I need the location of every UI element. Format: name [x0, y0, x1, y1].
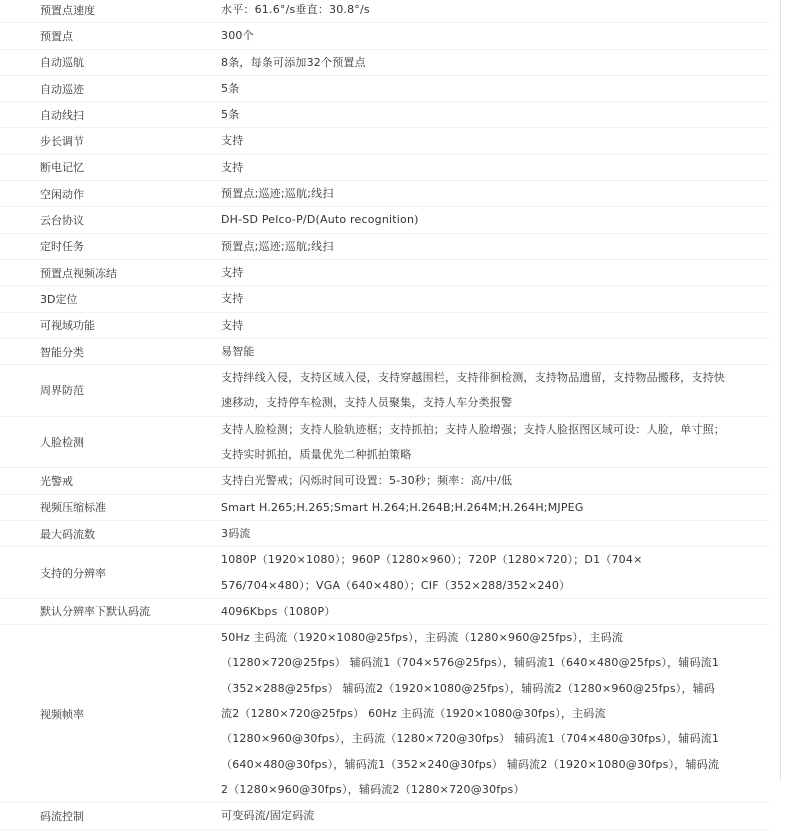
spec-value [221, 338, 770, 364]
spec-value-text: 300个 [221, 29, 254, 43]
spec-value-text: 5条 [221, 81, 240, 95]
spec-label: 周界防范 [0, 365, 221, 417]
spec-value [221, 286, 770, 312]
spec-label: 自动巡航 [0, 49, 221, 75]
spec-row [0, 494, 770, 520]
spec-value [221, 102, 770, 128]
spec-value-text: 5条 [221, 108, 240, 122]
spec-row [0, 49, 770, 75]
spec-label: 人脸检测 [0, 416, 221, 468]
spec-value [221, 494, 770, 520]
spec-label: 自动巡迹 [0, 75, 221, 101]
spec-value-text: 支持 [221, 318, 244, 332]
spec-row [0, 338, 770, 364]
spec-row [0, 803, 770, 829]
spec-label: 视频压缩标准 [0, 494, 221, 520]
spec-value [221, 0, 770, 23]
spec-value-text: 50Hz 主码流（1920×1080@25fps），主码流（1280×960@25fps），主码流（1280×720@25fps） 辅码流1（704×576@25fps），辅码流1（640×480@25fps），辅码流1（352×288@25fps） 辅码流2（1920×1080@25fps），辅码流2（1280×960@25fps），辅码流2（1280×720@25fps） 60Hz 主码流（1920×1080@30fps），主码流（1280×960@30fps），主码流（1280×720@30fps） 辅码流1（704×480@30fps），辅码流1（640×480@30fps），辅码流1（352×240@30fps） 辅码流2（1920×1080@30fps），辅码流2（1280×960@30fps），辅码流2（1280×720@30fps） [221, 631, 720, 796]
spec-value-text: DH-SD Pelco-P/D(Auto recognition) [221, 213, 419, 227]
spec-value [221, 207, 770, 233]
spec-row [0, 233, 770, 259]
spec-label: 视频帧率 [0, 625, 221, 803]
spec-label: 步长调节 [0, 128, 221, 154]
spec-value-text: 支持白光警戒；闪烁时间可设置：5-30秒；频率：高/中/低 [221, 474, 513, 488]
spec-row [0, 312, 770, 338]
spec-value-text: 1080P（1920×1080）；960P（1280×960）；720P（1280×720）；D1（704× 576/704×480）；VGA（640×480）；CIF（352×288/352×240） [221, 553, 643, 592]
spec-label: 光警戒 [0, 468, 221, 494]
spec-label: 自动线扫 [0, 102, 221, 128]
spec-row [0, 23, 770, 49]
spec-row [0, 625, 770, 803]
spec-label: 3D定位 [0, 286, 221, 312]
spec-value [221, 49, 770, 75]
spec-value-text: 支持 [221, 134, 244, 148]
spec-value [221, 128, 770, 154]
spec-value [221, 365, 770, 417]
spec-value-text: 4096Kbps（1080P） [221, 604, 336, 618]
spec-label: 可视域功能 [0, 312, 221, 338]
spec-value [221, 416, 770, 468]
spec-row [0, 547, 770, 599]
spec-value-text: 支持 [221, 292, 244, 306]
spec-row [0, 286, 770, 312]
spec-value [221, 154, 770, 180]
spec-row [0, 468, 770, 494]
spec-label: 云台协议 [0, 207, 221, 233]
spec-label: 预置点 [0, 23, 221, 49]
spec-value-text: 3码流 [221, 526, 251, 540]
spec-value [221, 803, 770, 829]
spec-value [221, 547, 770, 599]
spec-value [221, 598, 770, 624]
spec-label: 定时任务 [0, 233, 221, 259]
spec-label: 默认分辨率下默认码流 [0, 598, 221, 624]
spec-row [0, 102, 770, 128]
spec-row [0, 259, 770, 285]
spec-value [221, 75, 770, 101]
spec-row [0, 154, 770, 180]
spec-value-text: 可变码流/固定码流 [221, 809, 315, 823]
spec-label: 预置点视频冻结 [0, 259, 221, 285]
spec-value [221, 312, 770, 338]
spec-value-text: 8条，每条可添加32个预置点 [221, 55, 366, 69]
spec-label: 支持的分辨率 [0, 547, 221, 599]
spec-label: 空闲动作 [0, 181, 221, 207]
spec-label: 智能分类 [0, 338, 221, 364]
spec-value [221, 468, 770, 494]
spec-value [221, 181, 770, 207]
spec-row [0, 520, 770, 546]
spec-row [0, 75, 770, 101]
spec-label: 预置点速度 [0, 0, 221, 23]
spec-value-text: 支持绊线入侵，支持区域入侵，支持穿越围栏，支持徘徊检测，支持物品遗留，支持物品搬移，支持快速移动，支持停车检测，支持人员聚集，支持人车分类报警 [221, 371, 725, 410]
spec-value-text: 支持 [221, 265, 244, 279]
spec-row [0, 128, 770, 154]
spec-row [0, 207, 770, 233]
spec-value-text: 支持 [221, 160, 244, 174]
spec-row [0, 365, 770, 417]
spec-label: 断电记忆 [0, 154, 221, 180]
spec-row [0, 598, 770, 624]
spec-value [221, 259, 770, 285]
spec-value [221, 520, 770, 546]
spec-value-text: 预置点;巡迹;巡航;线扫 [221, 239, 334, 253]
spec-label: 码流控制 [0, 803, 221, 829]
spec-row [0, 416, 770, 468]
spec-value-text: 预置点;巡迹;巡航;线扫 [221, 187, 334, 201]
spec-row [0, 0, 770, 23]
spec-value [221, 23, 770, 49]
spec-value [221, 233, 770, 259]
spec-row [0, 181, 770, 207]
spec-value-text: 支持人脸检测；支持人脸轨迹框；支持抓拍；支持人脸增强；支持人脸抠图区域可设：人脸，单寸照；支持实时抓拍，质量优先二种抓拍策略 [221, 422, 725, 462]
spec-value [221, 625, 770, 803]
spec-value-text: Smart H.265;H.265;Smart H.264;H.264B;H.264M;H.264H;MJPEG [221, 500, 584, 514]
spec-value-text: 水平：61.6°/s垂直：30.8°/s [221, 3, 370, 16]
spec-value-text: 易智能 [221, 344, 255, 358]
spec-label: 最大码流数 [0, 520, 221, 546]
